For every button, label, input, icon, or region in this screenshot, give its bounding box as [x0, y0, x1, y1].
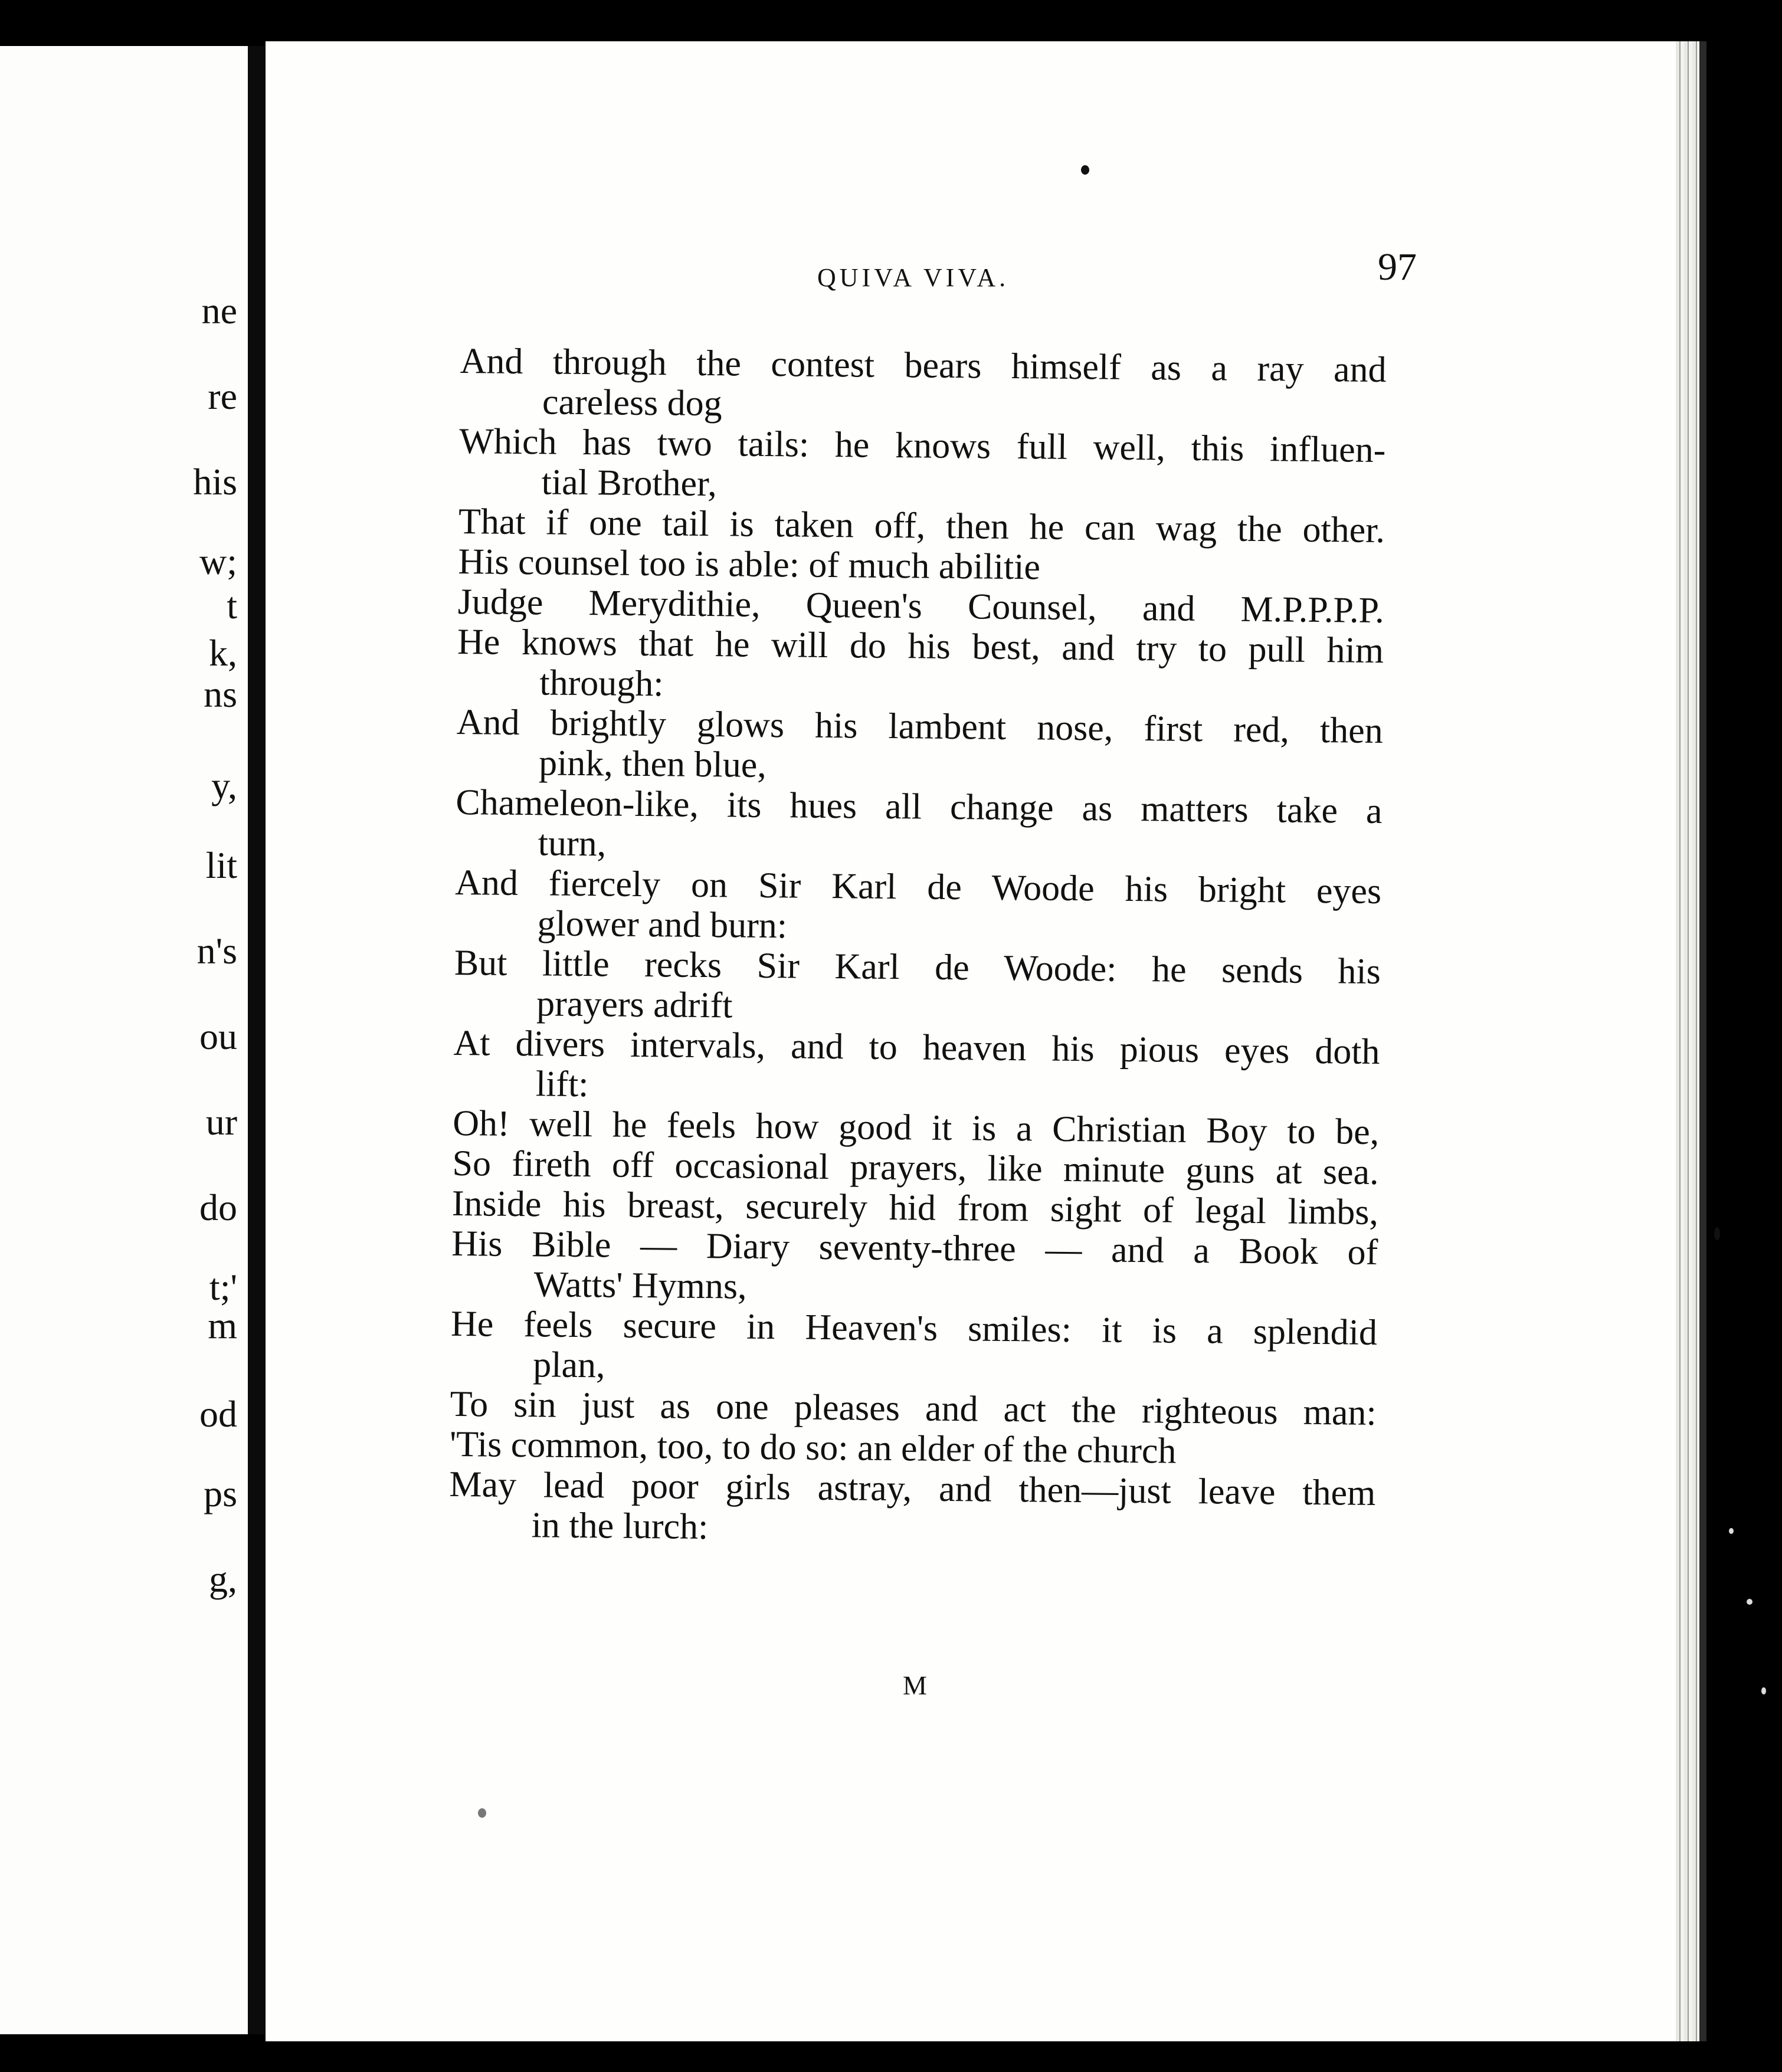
poem-line-continuation: lift: — [535, 1064, 589, 1105]
left-page-fragment: n's — [196, 930, 237, 972]
poem-line — [460, 341, 1387, 430]
poem-line-text: May lead poor girls astray, and then—just leave them — [449, 1464, 1376, 1513]
poem-line — [448, 1464, 1375, 1553]
running-head: QUIVA VIVA. — [817, 263, 1010, 292]
poem-line-text: So fireth off occasional prayers, like minute guns at sea. — [452, 1143, 1379, 1193]
poem-line-continuation: tial Brother, — [541, 462, 718, 504]
left-page-fragment: ou — [199, 1015, 237, 1057]
poem-line — [454, 943, 1381, 1032]
poem-line-text: And brightly glows his lambent nose, first red, then — [456, 701, 1384, 752]
scan-speck — [478, 1808, 486, 1818]
poem-line — [451, 1224, 1378, 1313]
page-edge-shadow — [1699, 41, 1706, 2041]
poem-line-text: And through the contest bears himself as a ray and — [460, 341, 1387, 391]
poem-line-text: That if one tail is taken off, then he can wag the other. — [458, 501, 1385, 551]
left-page-fragment: k, — [209, 632, 237, 674]
poem-line — [454, 863, 1381, 952]
left-page-fragment: m — [208, 1304, 237, 1346]
poem-line-continuation: Watts' Hymns, — [533, 1264, 747, 1307]
left-page-fragment: g, — [209, 1558, 237, 1600]
poem-line-text: Oh! well he feels how good it is a Christian Boy to be, — [452, 1103, 1380, 1153]
page-number: 97 — [1378, 245, 1417, 288]
poem-line-text: He knows that he will do his best, and try to pull him — [457, 621, 1384, 671]
poem-line — [458, 421, 1385, 510]
poem-line-continuation: prayers adrift — [536, 983, 733, 1026]
poem-line-continuation: plan, — [533, 1345, 605, 1386]
page-header — [266, 245, 1676, 304]
signature-mark: M — [903, 1670, 927, 1700]
book-page — [266, 41, 1676, 2041]
poem-line-text: Which has two tails: he knows full well, this influen- — [459, 421, 1386, 471]
scan-speck — [1714, 1227, 1720, 1240]
poem-line-continuation: through: — [539, 663, 664, 704]
poem-line-text: But little recks Sir Karl de Woode: he sends his — [454, 942, 1381, 992]
ink-dot — [1081, 165, 1089, 175]
poem-line — [457, 622, 1384, 711]
poem-line — [450, 1304, 1377, 1393]
poem-line-text: Judge Merydithie, Queen's Counsel, and M.P.P.P.P. — [457, 581, 1385, 631]
left-page-fragment: his — [193, 461, 237, 503]
poem-line-text: Chameleon-like, its hues all change as matters take a — [456, 782, 1383, 832]
poem-body — [448, 341, 1387, 1553]
book-gutter — [248, 46, 266, 2034]
left-page-fragment: ns — [204, 673, 237, 715]
page-edge-stack — [1676, 41, 1699, 2041]
left-page-fragment: t — [227, 585, 237, 627]
poem-line-text: He feels secure in Heaven's smiles: it is a splendid — [450, 1303, 1378, 1353]
left-facing-page — [0, 46, 248, 2034]
left-page-fragment: ps — [204, 1473, 237, 1514]
left-page-fragment: ne — [201, 290, 237, 332]
left-page-fragment: re — [208, 375, 237, 417]
poem-line-text: And fiercely on Sir Karl de Woode his bright eyes — [454, 862, 1382, 912]
poem-line-text: Inside his breast, securely hid from sight of legal limbs, — [451, 1183, 1379, 1233]
poem-line-text: To sin just as one pleases and act the righteous man: — [450, 1383, 1377, 1433]
poem-line — [456, 782, 1383, 871]
left-page-fragment: y, — [211, 765, 237, 806]
poem-line-continuation: pink, then blue, — [538, 743, 767, 786]
scan-speck — [1729, 1528, 1734, 1534]
poem-line-text: His Bible — Diary seventy-three — and a Book of — [451, 1223, 1378, 1273]
left-page-fragment: w; — [199, 540, 237, 582]
poem-line-text: His counsel too is able: of much abilitie — [458, 541, 1041, 588]
left-page-fragment: do — [199, 1186, 237, 1228]
poem-line-text: 'Tis common, too, to do so: an elder of the church — [449, 1424, 1177, 1471]
poem-line-continuation: turn, — [538, 823, 607, 864]
poem-line — [453, 1023, 1380, 1112]
scan-speck — [1761, 1687, 1766, 1694]
poem-line-text: At divers intervals, and to heaven his pious eyes doth — [453, 1022, 1380, 1073]
left-page-fragment: ur — [205, 1101, 237, 1143]
poem-line-continuation: glower and burn: — [537, 903, 788, 946]
left-page-fragment: od — [199, 1393, 237, 1435]
poem-line-continuation: in the lurch: — [531, 1505, 709, 1548]
left-page-fragment: lit — [205, 844, 237, 886]
scan-speck — [1747, 1599, 1752, 1605]
poem-line — [456, 702, 1383, 791]
left-page-fragment: t;' — [209, 1266, 237, 1308]
poem-line-continuation: careless dog — [542, 382, 723, 424]
